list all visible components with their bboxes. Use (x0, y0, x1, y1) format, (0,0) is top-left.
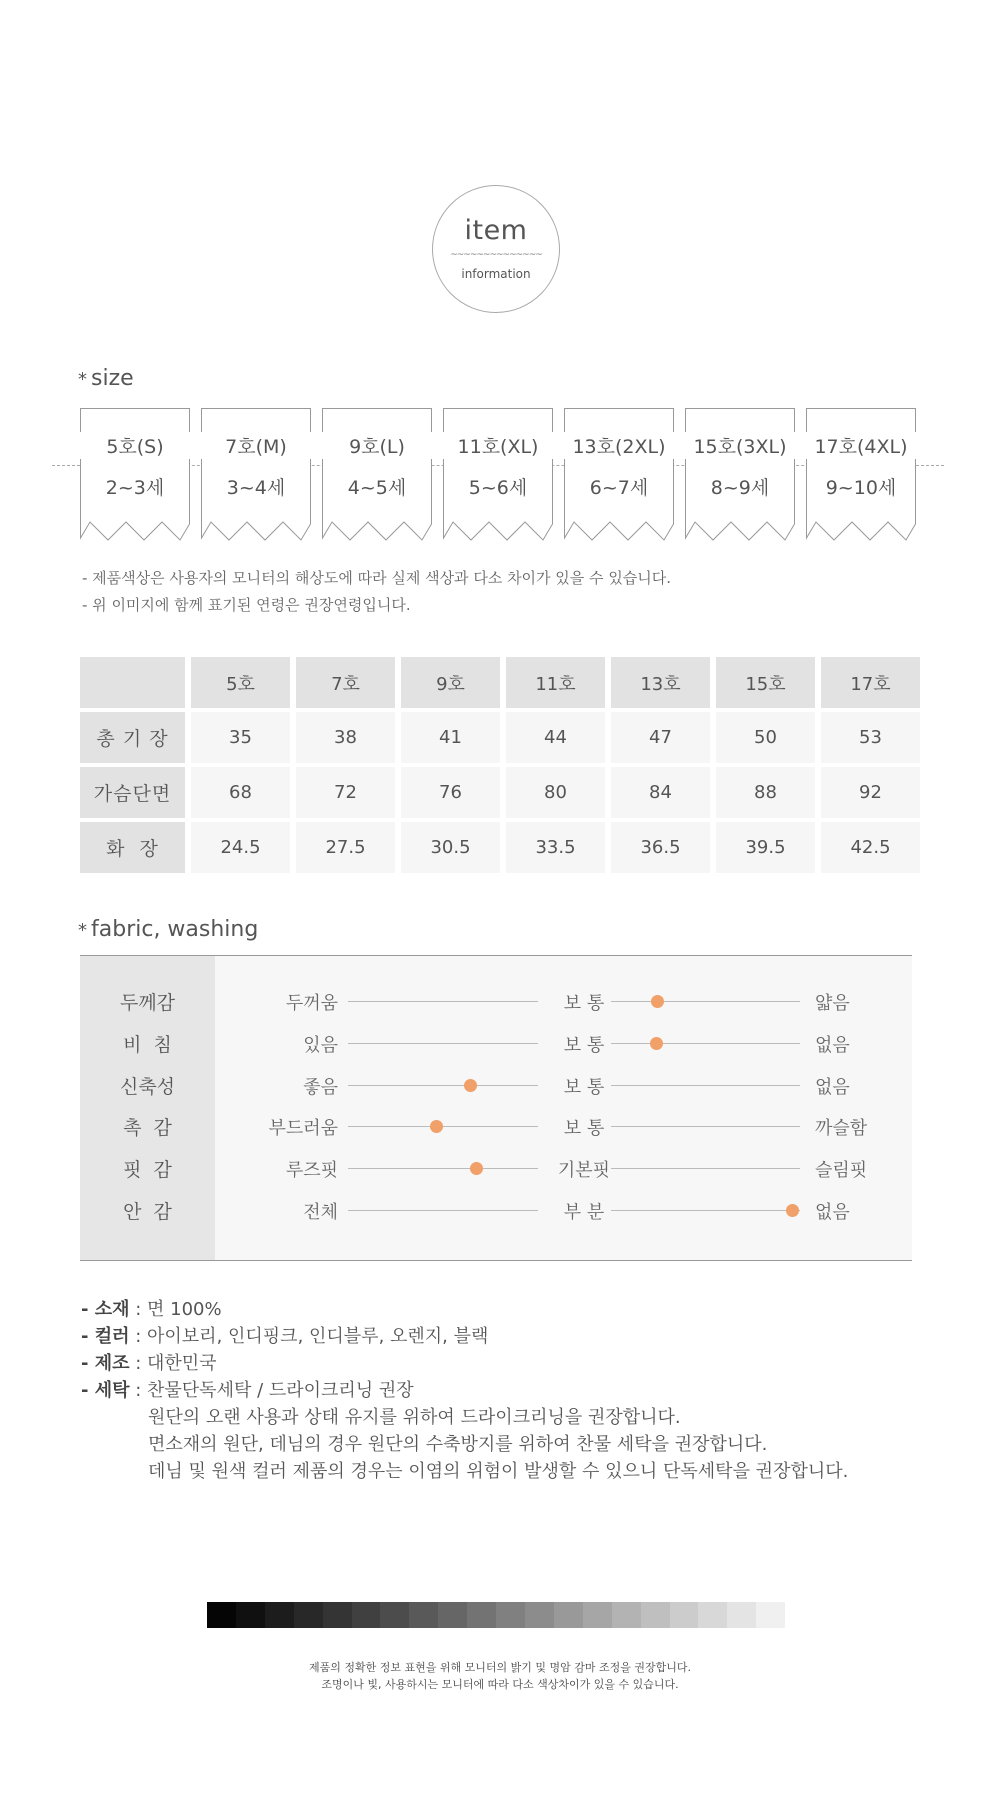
fabric-right-value: 없음 (815, 1077, 850, 1098)
color-value: : 아이보리, 인디핑크, 인디블루, 오렌지, 블랙 (129, 1326, 489, 1347)
table-cell: 38 (296, 712, 395, 763)
fabric-scale-line (348, 1085, 538, 1086)
fabric-mid-value: 보 통 (563, 1077, 605, 1098)
table-cell: 92 (821, 767, 920, 818)
fabric-label: 신축성 (119, 1076, 176, 1098)
fabric-right-value: 얇음 (815, 993, 850, 1014)
age-label: 9~10세 (825, 477, 897, 499)
fabric-label: 핏 감 (123, 1159, 172, 1181)
row-label: 총 기 장 (80, 712, 185, 763)
table-header: 17호 (821, 657, 920, 708)
fabric-row (80, 1070, 912, 1100)
age-label: 4~5세 (347, 477, 407, 499)
fabric-mid-value: 부 분 (563, 1202, 605, 1223)
table-cell: 76 (401, 767, 500, 818)
material-info (81, 1296, 848, 1485)
table-cell: 80 (506, 767, 605, 818)
note-line: - 제품색상은 사용자의 모니터의 해상도에 따라 실제 색상과 다소 차이가 있을 수 있습니다. (82, 569, 672, 587)
color-label: - 컬러 (81, 1326, 130, 1347)
fabric-section-title: fabric, washing (91, 917, 259, 942)
fabric-left-value: 루즈핏 (285, 1160, 338, 1181)
fabric-left-value: 부드러움 (268, 1118, 338, 1139)
gray-swatch (323, 1602, 352, 1628)
size-tag (201, 408, 311, 544)
note-line: - 위 이미지에 함께 표기된 연령은 권장연령입니다. (82, 596, 411, 614)
fabric-mid-value: 보 통 (563, 1035, 605, 1056)
fabric-mid-value: 보 통 (563, 993, 605, 1014)
fabric-level-dot (786, 1204, 799, 1217)
table-header: 15호 (716, 657, 815, 708)
fabric-left-value: 두꺼움 (285, 993, 338, 1014)
wash-detail: 원단의 오랜 사용과 상태 유지를 위하여 드라이크리닝을 권장합니다. (148, 1407, 681, 1428)
gray-swatch (612, 1602, 641, 1628)
gray-swatch (467, 1602, 496, 1628)
size-tag (806, 408, 916, 544)
footer-line: 조명이나 빛, 사용하시는 모니터에 따라 다소 색상차이가 있을 수 있습니다. (321, 1678, 679, 1691)
fabric-level-dot (464, 1079, 477, 1092)
age-label: 6~7세 (589, 477, 649, 499)
age-label: 3~4세 (226, 477, 286, 499)
size-tag (322, 408, 432, 544)
size-notes (82, 565, 671, 619)
star-icon: * (78, 920, 87, 941)
grayscale-calibration-bar (207, 1602, 785, 1628)
fabric-row (80, 1195, 912, 1225)
table-cell: 68 (191, 767, 290, 818)
size-section-title: size (91, 366, 134, 391)
table-cell: 72 (296, 767, 395, 818)
fabric-row (80, 1111, 912, 1141)
size-label: 7호(M) (201, 432, 311, 459)
table-header-row (80, 657, 920, 708)
table-row (80, 767, 920, 818)
badge-title: item (464, 215, 528, 246)
fabric-level-dot (430, 1120, 443, 1133)
gray-swatch (207, 1602, 236, 1628)
table-cell: 30.5 (401, 822, 500, 873)
table-header: 5호 (191, 657, 290, 708)
made-label: - 제조 (81, 1353, 130, 1374)
wash-value: : 찬물단독세탁 / 드라이크리닝 권장 (129, 1380, 414, 1401)
color-line (81, 1323, 848, 1350)
material-value: : 면 100% (129, 1299, 222, 1320)
fabric-mid-value: 보 통 (563, 1118, 605, 1139)
gray-swatch (727, 1602, 756, 1628)
table-cell: 88 (716, 767, 815, 818)
badge-subtitle: information (461, 267, 531, 281)
fabric-scale-line (611, 1085, 800, 1086)
size-tags (0, 408, 1000, 548)
fabric-scale-line (611, 1001, 800, 1002)
size-label: 9호(L) (322, 432, 432, 459)
fabric-panel (80, 955, 912, 1261)
fabric-scale-line (611, 1210, 800, 1211)
row-label: 가슴단면 (80, 767, 185, 818)
age-label: 8~9세 (710, 477, 770, 499)
gray-swatch (294, 1602, 323, 1628)
table-cell: 50 (716, 712, 815, 763)
measurement-table (74, 653, 926, 877)
table-cell: 39.5 (716, 822, 815, 873)
fabric-section-heading (78, 917, 258, 942)
gray-swatch (583, 1602, 612, 1628)
made-value: : 대한민국 (129, 1353, 217, 1374)
gray-swatch (554, 1602, 583, 1628)
table-cell: 84 (611, 767, 710, 818)
fabric-right-value: 까슬함 (815, 1118, 868, 1139)
fabric-scale-line (348, 1210, 538, 1211)
size-tag (443, 408, 553, 544)
gray-swatch (525, 1602, 554, 1628)
gray-swatch (380, 1602, 409, 1628)
item-information-badge (432, 185, 560, 313)
table-cell: 41 (401, 712, 500, 763)
table-cell: 27.5 (296, 822, 395, 873)
material-label: - 소재 (81, 1299, 130, 1320)
fabric-right-value: 슬림핏 (815, 1160, 868, 1181)
table-header: 11호 (506, 657, 605, 708)
fabric-level-dot (651, 995, 664, 1008)
fabric-scale-line (348, 1043, 538, 1044)
size-section-heading (78, 366, 134, 391)
table-cell: 24.5 (191, 822, 290, 873)
table-cell: 44 (506, 712, 605, 763)
gray-swatch (236, 1602, 265, 1628)
table-header: 9호 (401, 657, 500, 708)
age-label: 2~3세 (105, 477, 165, 499)
fabric-label: 안 감 (123, 1201, 172, 1223)
table-header: 7호 (296, 657, 395, 708)
size-label: 15호(3XL) (685, 432, 795, 459)
table-corner (80, 657, 185, 708)
wash-label: - 세탁 (81, 1380, 130, 1401)
size-label: 11호(XL) (443, 432, 553, 459)
size-tag (564, 408, 674, 544)
gray-swatch (352, 1602, 381, 1628)
fabric-right-value: 없음 (815, 1202, 850, 1223)
fabric-level-dot (470, 1162, 483, 1175)
table-row (80, 712, 920, 763)
fabric-level-dot (650, 1037, 663, 1050)
badge-wave: ~~~~~~~~~~~~~~ (450, 250, 542, 260)
gray-swatch (641, 1602, 670, 1628)
table-cell: 53 (821, 712, 920, 763)
wash-line (81, 1377, 848, 1404)
fabric-label: 촉 감 (123, 1117, 172, 1139)
size-label: 5호(S) (80, 432, 190, 459)
table-cell: 35 (191, 712, 290, 763)
gray-swatch (496, 1602, 525, 1628)
fabric-label: 두께감 (119, 992, 176, 1014)
fabric-left-value: 전체 (303, 1202, 338, 1223)
size-label: 17호(4XL) (806, 432, 916, 459)
material-line (81, 1296, 848, 1323)
fabric-label: 비 침 (123, 1034, 172, 1056)
size-tag (685, 408, 795, 544)
wash-detail: 데님 및 원색 컬러 제품의 경우는 이염의 위험이 발생할 수 있으니 단독세탁을 권장합니다. (148, 1461, 849, 1482)
fabric-left-value: 좋음 (303, 1077, 338, 1098)
age-label: 5~6세 (468, 477, 528, 499)
fabric-row (80, 1153, 912, 1183)
table-cell: 36.5 (611, 822, 710, 873)
fabric-right-value: 없음 (815, 1035, 850, 1056)
gray-swatch (756, 1602, 785, 1628)
size-label: 13호(2XL) (564, 432, 674, 459)
gray-swatch (265, 1602, 294, 1628)
fabric-row (80, 986, 912, 1016)
table-cell: 42.5 (821, 822, 920, 873)
gray-swatch (698, 1602, 727, 1628)
fabric-mid-value: 기본핏 (557, 1160, 611, 1181)
table-cell: 33.5 (506, 822, 605, 873)
fabric-left-value: 있음 (303, 1035, 338, 1056)
gray-swatch (438, 1602, 467, 1628)
table-header: 13호 (611, 657, 710, 708)
row-label: 화 장 (80, 822, 185, 873)
fabric-scale-line (611, 1126, 800, 1127)
fabric-row (80, 1028, 912, 1058)
fabric-scale-line (611, 1043, 800, 1044)
fabric-scale-line (611, 1168, 800, 1169)
table-cell: 47 (611, 712, 710, 763)
footer-line: 제품의 정확한 정보 표현을 위해 모니터의 밝기 및 명암 감마 조정을 권장합니다. (309, 1661, 691, 1674)
gray-swatch (670, 1602, 699, 1628)
star-icon: * (78, 369, 87, 390)
fabric-scale-line (348, 1126, 538, 1127)
made-line (81, 1350, 848, 1377)
fabric-scale-line (348, 1001, 538, 1002)
wash-detail: 면소재의 원단, 데님의 경우 원단의 수축방지를 위하여 찬물 세탁을 권장합니다. (148, 1434, 768, 1455)
gray-swatch (409, 1602, 438, 1628)
size-tag (80, 408, 190, 544)
fabric-scale-line (348, 1168, 538, 1169)
footer-notice (0, 1659, 1000, 1693)
table-row (80, 822, 920, 873)
